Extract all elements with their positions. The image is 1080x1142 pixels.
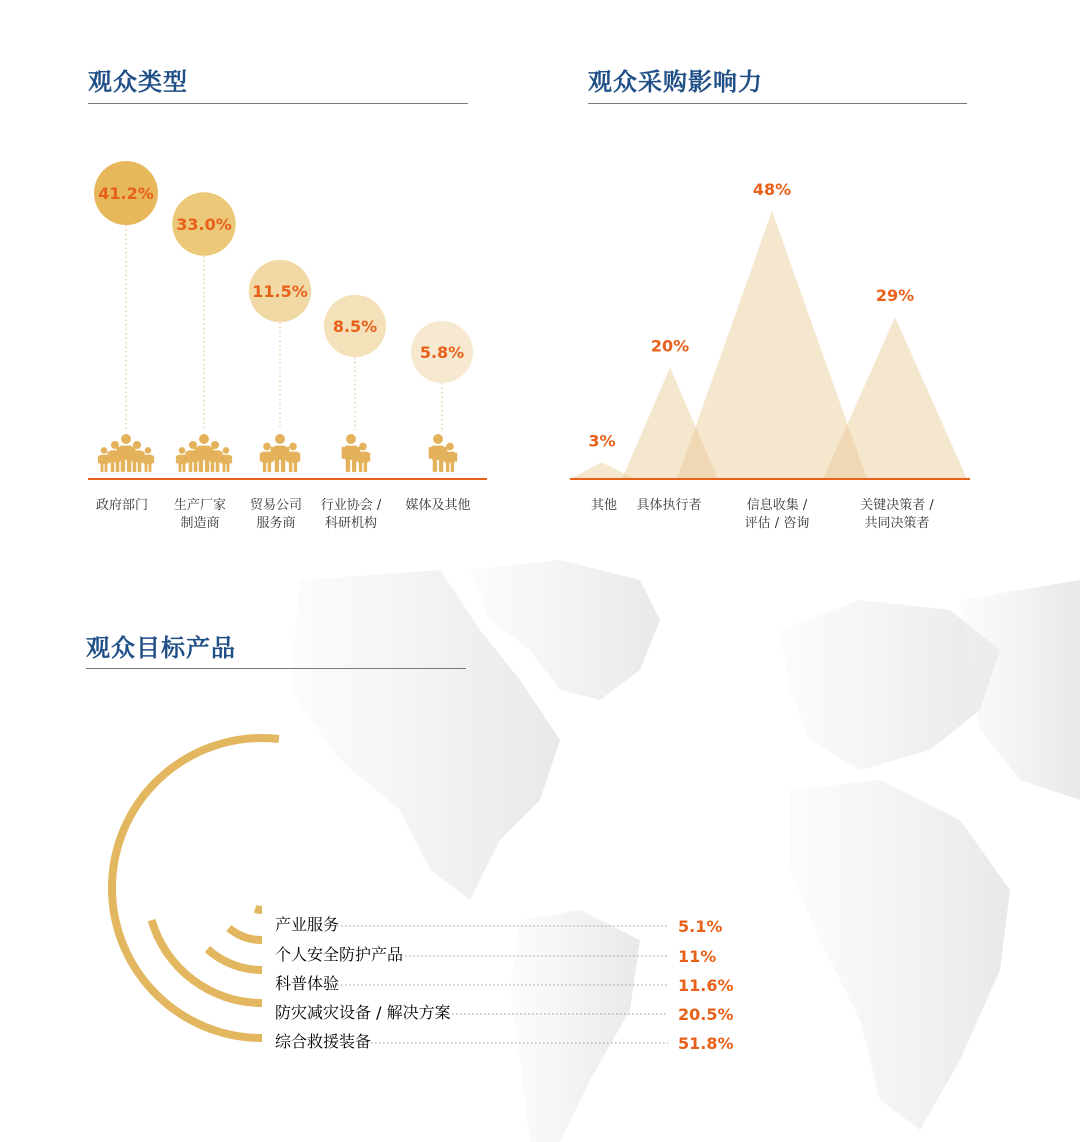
influence-value-label: 20% [650,336,690,356]
influence-category-label: 关键决策者 / [860,498,934,513]
category-label: 政府部门 [95,498,149,513]
bubble-value-label: 8.5% [332,317,378,336]
influence-value-label: 29% [875,286,915,306]
product-value-label: 11% [678,947,717,966]
purchase-influence-title: 观众采购影响力 [588,68,763,96]
bubble-value-label: 33.0% [176,215,232,234]
product-value-label: 11.6% [678,976,734,995]
category-label: 媒体及其他 [405,498,471,513]
product-value-label: 51.8% [678,1034,734,1053]
person-icon [195,434,214,472]
people-group-icon [176,434,232,472]
product-category-label: 产业服务 [275,915,340,934]
people-trio-icon [260,434,300,472]
bubble-value-label: 11.5% [252,282,308,301]
person-icon [342,434,361,472]
africa-shape [790,780,1010,1130]
radial-bar [112,738,279,1038]
product-category-label: 防灾减灾设备 / 解决方案 [275,1003,451,1022]
people-pair-icon [342,434,371,472]
influence-category-label: 具体执行者 [636,498,702,513]
person-icon [117,434,136,472]
product-category-label: 综合救援装备 [275,1032,372,1051]
product-value-label: 20.5% [678,1005,734,1024]
target-products-title-rule [86,668,466,669]
influence-category-label: 信息收集 / [746,498,808,513]
influence-triangle [677,211,867,479]
target-products-title: 观众目标产品 [86,634,236,662]
bubble-value-label: 41.2% [98,184,154,203]
category-label: 生产厂家 [173,498,227,513]
category-label: 服务商 [256,516,296,531]
product-value-label: 5.1% [678,917,723,936]
radial-bar [207,949,262,970]
person-icon [271,434,290,472]
product-category-label: 个人安全防护产品 [275,945,404,964]
influence-category-label: 评估 / 咨询 [744,516,810,531]
target-products-chart [0,690,760,1090]
category-label: 贸易公司 [249,498,303,513]
asia-shape [960,580,1080,800]
influence-triangle [823,317,967,479]
audience-type-title: 观众类型 [88,68,188,96]
category-label: 制造商 [180,516,220,531]
influence-value-label: 48% [752,180,792,199]
person-icon [429,434,448,472]
influence-category-label: 共同决策者 [864,516,930,531]
people-group-icon [98,434,154,472]
influence-value-label: 3% [588,431,616,451]
radial-bar [152,920,262,1003]
purchase-influence-chart [540,0,1080,560]
product-category-label: 科普体验 [275,974,340,993]
category-label: 行业协会 / [320,498,382,513]
radial-bar [255,909,262,910]
audience-type-chart [0,0,540,560]
category-label: 科研机构 [324,516,378,531]
influence-category-label: 其他 [590,498,618,513]
bubble-value-label: 5.8% [419,343,465,362]
people-pair-icon [429,434,458,472]
radial-bar [229,928,262,940]
